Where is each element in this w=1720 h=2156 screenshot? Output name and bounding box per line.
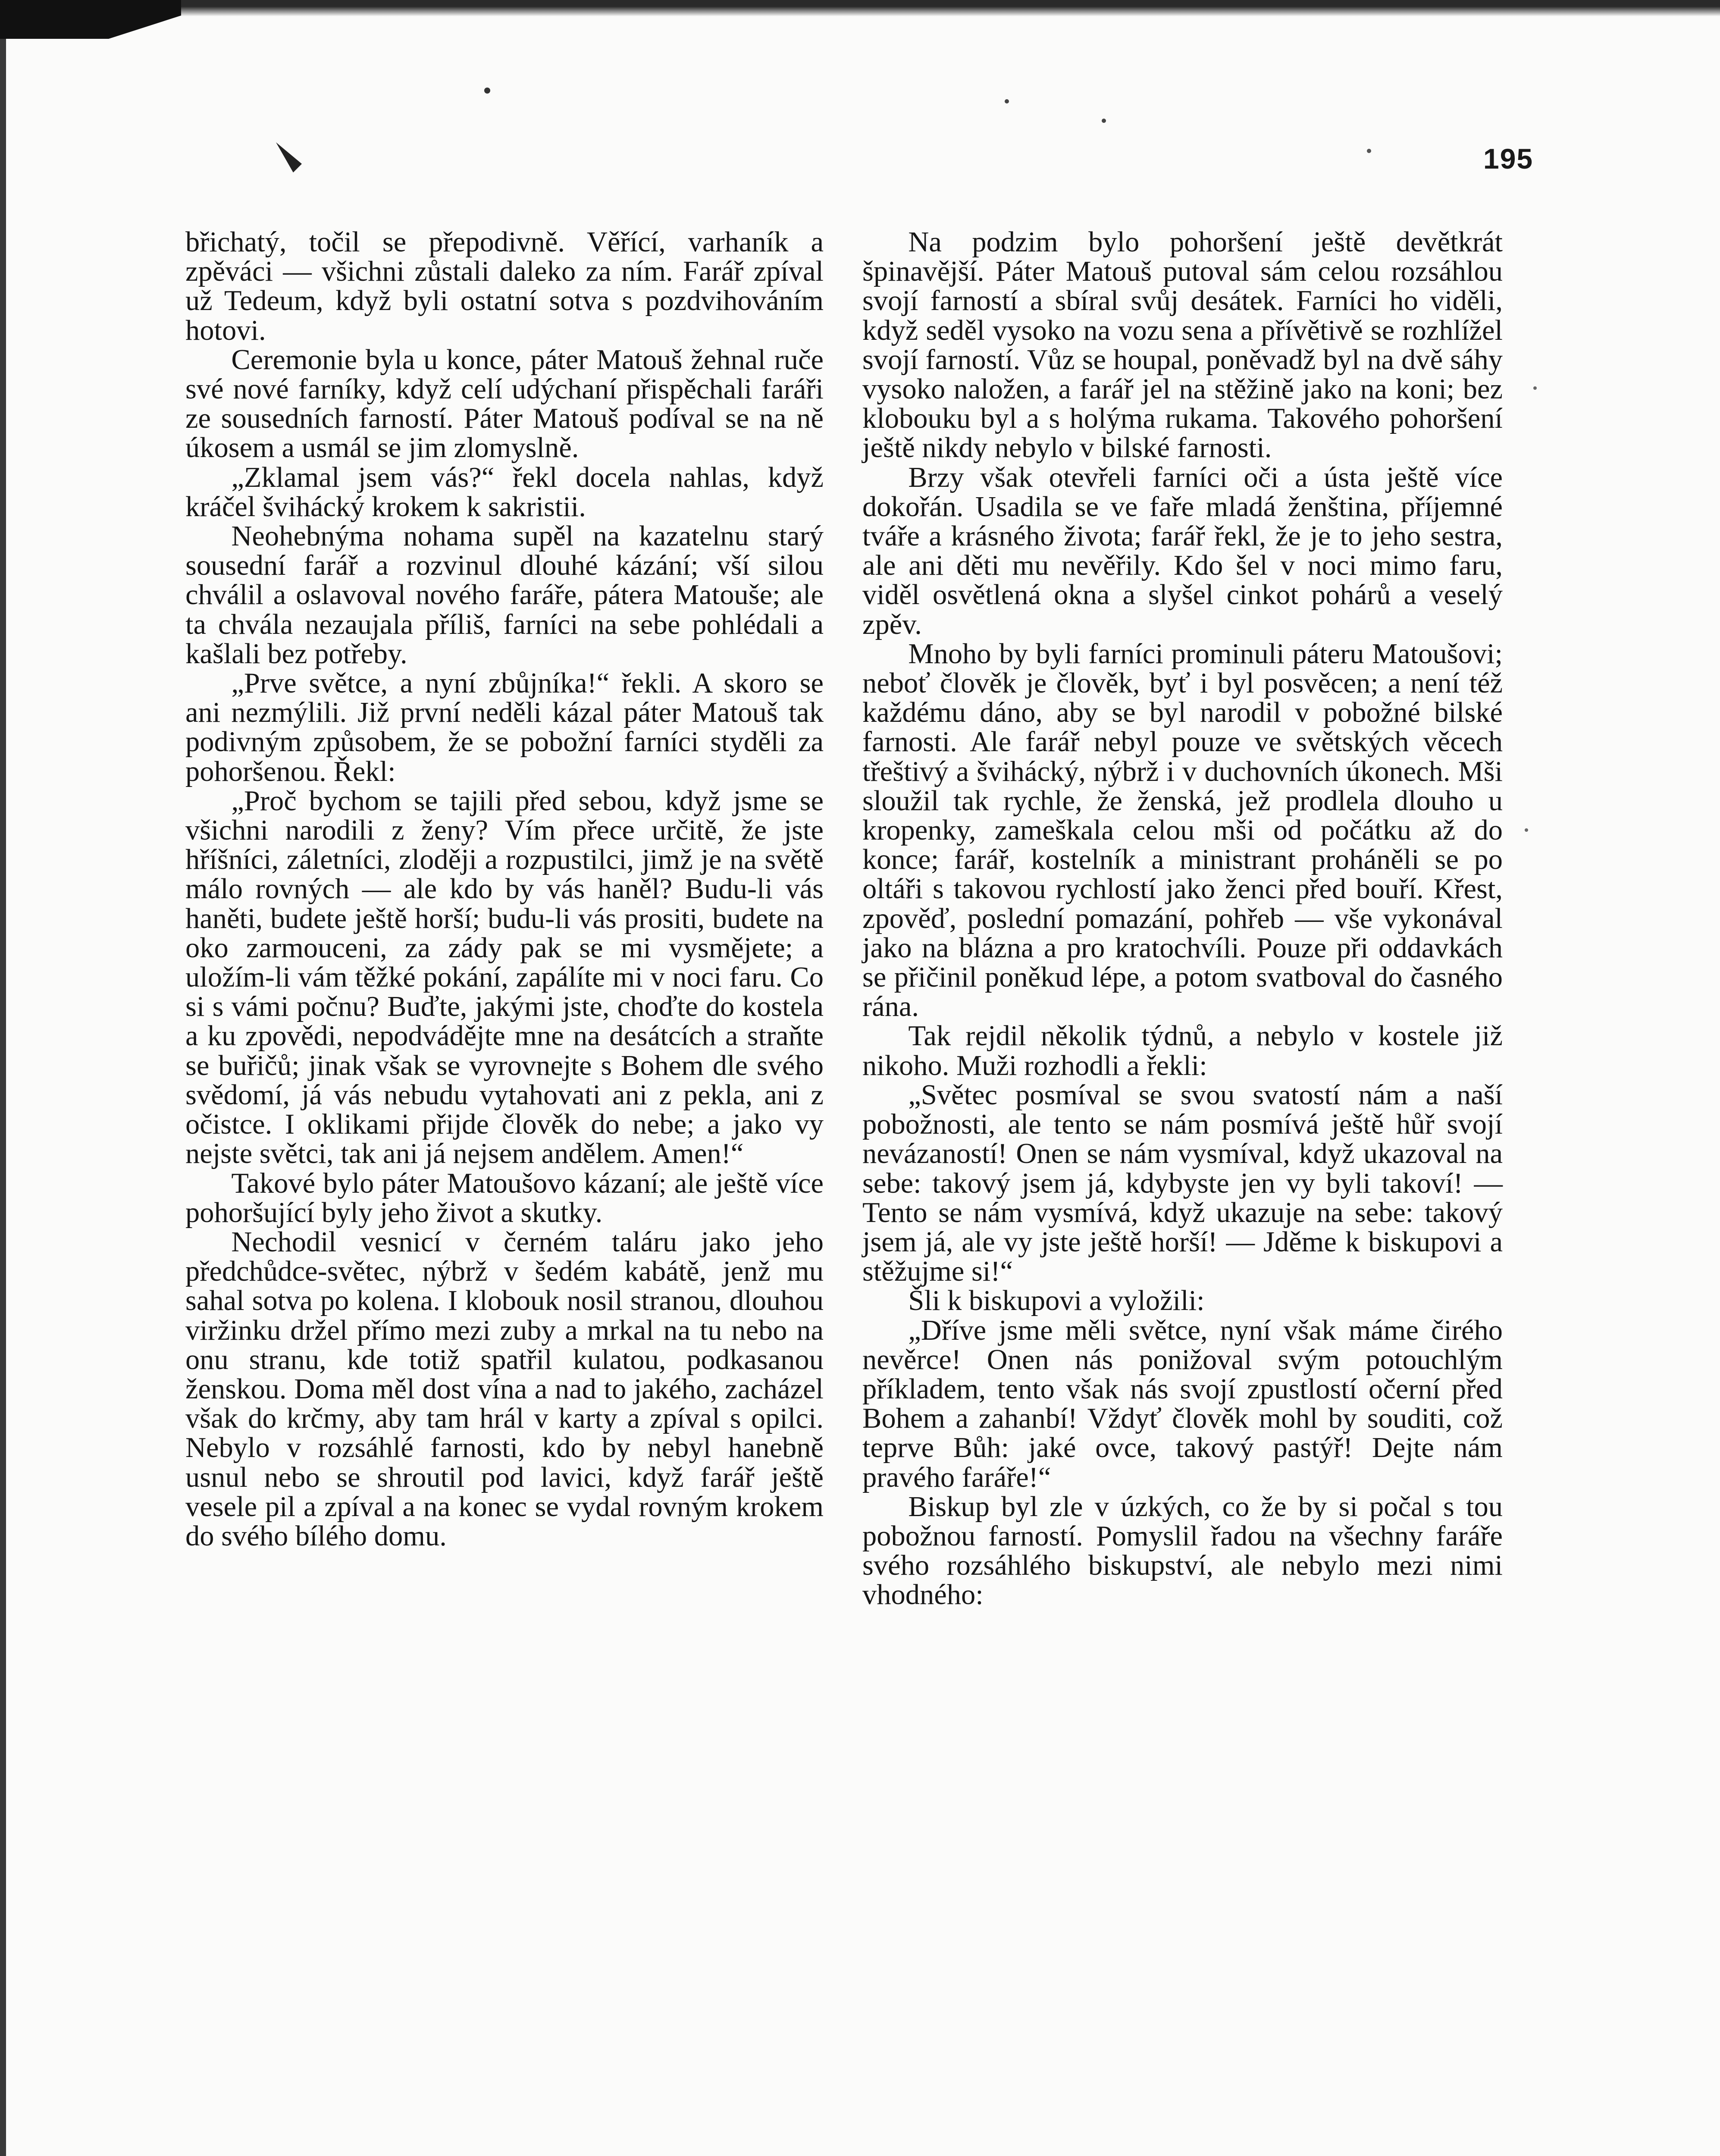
paragraph: Mnoho by byli farníci prominuli páteru Matoušovi; neboť člověk je člověk, byť i byl posvěcen; a není též každému dáno, aby se byl narodil v pobožné bilské farnosti. Ale farář nebyl pouze ve světských věcech třeštivý a švihácký, nýbrž i v duchovních úkonech. Mši sloužil tak rychle, že ženská, jež prodlela dlouho u kropenky, zameškala celou mši od počátku až do konce; farář, kostelník a ministrant proháněli se po oltáři s takovou rychlostí jako ženci před bouří. Křest, zpověď, poslední pomazání, pohřeb — vše vykonával jako na blázna a pro kratochvíli. Pouze při oddavkách se přičinil poněkud lépe, a potom svatboval do časného rána. xyxy=(862,638,1503,1023)
paragraph: Ceremonie byla u konce, páter Matouš žehnal ruče své nové farníky, když celí udýchaní přispěchali faráři ze sousedních farností. Páter Matouš podíval se na ně úkosem a usmál se jim zlomyslně. xyxy=(185,344,824,464)
paragraph: „Proč bychom se tajili před sebou, když jsme se všichni narodili z ženy? Vím přece určitě, že jste hříšníci, záletníci, zloději a rozpustilci, jimž je na světě málo rovných — ale kdo by vás haněl? Budu-li vás haněti, budete ještě horší; budu-li vás prositi, budete na oko zarmouceni, za zády pak se mi vysmějete; a uložím-li vám těžké pokání, zapálíte mi v noci faru. Co si s vámi počnu? Buďte, jakými jste, choďte do kostela a ku zpovědi, nepodvádějte mne na desátcích a straňte se buřičů; jinak však se vyrovnejte s Bohem dle svého svědomí, já vás nebudu vytahovati ani z pekla, ani z očistce. I oklikami přijde člověk do nebe; a jako vy nejste světci, tak ani já nejsem andělem. Amen!“ xyxy=(185,785,824,1170)
paragraph: Na podzim bylo pohoršení ještě devětkrát špinavější. Páter Matouš putoval sám celou rozsáhlou svojí farností a sbíral svůj desátek. Farníci ho viděli, když seděl vysoko na vozu sena a přívětivě se rozhlížel svojí farností. Vůz se houpal, poněvadž byl na dvě sáhy vysoko naložen, a farář jel na stěžině jako na koni; bez klobouku byl a s holýma rukama. Takového pohoršení ještě nikdy nebylo v bilské farnosti. xyxy=(862,226,1503,464)
paragraph: Tak rejdil několik týdnů, a nebylo v kostele již nikoho. Muži rozhodli a řekli: xyxy=(862,1020,1503,1081)
paragraph: Biskup byl zle v úzkých, co že by si počal s tou pobožnou farností. Pomyslil řadou na všechny faráře svého rozsáhlého biskupství, ale nebylo mezi nimi vhodného: xyxy=(862,1491,1503,1611)
left-text-column xyxy=(185,228,824,1551)
paragraph: Šli k biskupovi a vyložili: xyxy=(908,1285,1205,1317)
scan-top-edge xyxy=(0,0,1720,16)
paragraph: Neohebnýma nohama supěl na kazatelnu starý sousední farář a rozvinul dlouhé kázání; vší silou chválil a oslavoval nového faráře, pátera Matouše; ale ta chvála nezaujala příliš, farníci na sebe pohlédali a kašlali bez potřeby. xyxy=(185,520,824,670)
right-text-column xyxy=(862,228,1503,1610)
paragraph: Nechodil vesnicí v černém taláru jako jeho předchůdce-světec, nýbrž v šedém kabátě, jenž mu sahal sotva po kolena. I klobouk nosil stranou, dlouhou viržinku držel přímo mezi zuby a mrkal na tu nebo na onu stranu, kde totiž spatřil kulatou, podkasanou ženskou. Doma měl dost vína a nad to jakého, zacházel však do krčmy, aby tam hrál v karty a zpíval s opilci. Nebylo v rozsáhlé farnosti, kdo by nebyl hanebně usnul nebo se shroutil pod lavici, když farář ještě vesele pil a zpíval a na konec se vydal rovným krokem do svého bílého domu. xyxy=(185,1226,824,1552)
paragraph: Brzy však otevřeli farníci oči a ústa ještě více dokořán. Usadila se ve faře mladá ženština, příjemné tváře a krásného života; farář řekl, že je to jeho sestra, ale ani děti mu nevěřily. Kdo šel v noci mimo faru, viděl osvětlená okna a slyšel cinkot pohárů a veselý zpěv. xyxy=(862,461,1503,640)
scan-left-edge xyxy=(0,0,6,2156)
scan-corner-mark xyxy=(0,0,181,39)
paragraph: „Dříve jsme měli světce, nyní však máme čirého nevěrce! Onen nás ponižoval svým potouchlým příkladem, tento však nás svojí zpustlostí očerní před Bohem a zahanbí! Vždyť člověk mohl by souditi, což teprve Bůh: jaké ovce, takový pastýř! Dejte nám pravého faráře!“ xyxy=(862,1314,1503,1493)
page-number: 195 xyxy=(1483,143,1534,175)
paragraph: Takové bylo páter Matoušovo kázaní; ale ještě více pohoršující byly jeho život a skutky. xyxy=(185,1167,824,1228)
paragraph: „Zklamal jsem vás?“ řekl docela nahlas, když kráčel švihácký krokem k sakristii. xyxy=(185,461,824,523)
paragraph: „Světec posmíval se svou svatostí nám a naší pobožnosti, ale tento se nám posmívá ještě hůř svojí nevázaností! Onen se nám vysmíval, když ukazoval na sebe: takový jsem já, kdybyste jen vy byli takoví! — Tento se nám vysmívá, když ukazuje na sebe: takový jsem já, ale vy jste ještě horší! — Jděme k biskupovi a stěžujme si!“ xyxy=(862,1079,1503,1288)
paragraph: břichatý, točil se přepodivně. Věřící, varhaník a zpěváci — všichni zůstali daleko za ním. Farář zpíval už Tedeum, když byli ostatní sotva s pozdvihováním hotovi. xyxy=(185,226,824,346)
paragraph: „Prve světce, a nyní zbůjníka!“ řekli. A skoro se ani nezmýlili. Již první neděli kázal páter Matouš tak podivným způsobem, že se pobožní farníci styděli za pohoršenou. Řekl: xyxy=(185,667,824,787)
